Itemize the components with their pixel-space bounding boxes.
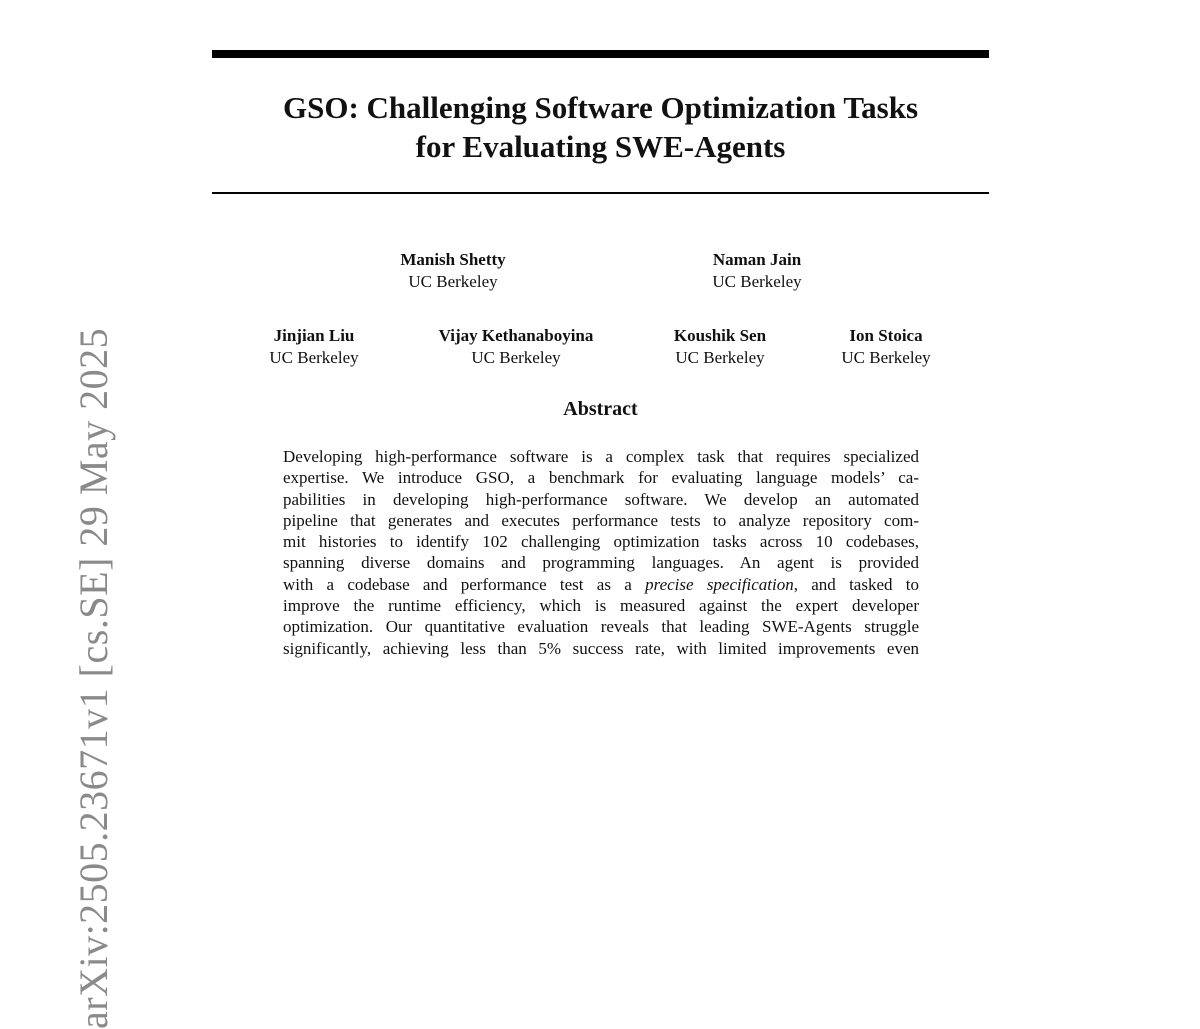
author-koushik-sen bbox=[674, 325, 766, 369]
abstract-line: spanning diverse domains and programming languages. An agent is provided bbox=[283, 553, 919, 573]
author-ion-stoica bbox=[841, 325, 930, 369]
author-affiliation: UC Berkeley bbox=[841, 348, 931, 367]
abstract-body bbox=[283, 446, 919, 659]
author-affiliation: UC Berkeley bbox=[408, 272, 498, 291]
abstract-line: Developing high-performance software is a complex task that requires specialized bbox=[283, 447, 919, 466]
abstract-line-part: , and tasked to bbox=[793, 574, 919, 594]
abstract-line-with-emphasis bbox=[283, 574, 919, 595]
author-name: Ion Stoica bbox=[849, 326, 923, 345]
arxiv-stamp bbox=[20, 300, 116, 1029]
abstract-line: optimization. Our quantitative evaluation reveals that leading SWE-Agents struggle bbox=[283, 617, 919, 637]
author-name: Vijay Kethanaboyina bbox=[438, 326, 594, 345]
title-line-1: GSO: Challenging Software Optimization Tasks bbox=[282, 90, 919, 125]
author-affiliation: UC Berkeley bbox=[675, 348, 765, 367]
title-line-2: for Evaluating SWE-Agents bbox=[415, 129, 786, 164]
abstract-line: pabilities in developing high-performance software. We develop an automated bbox=[283, 489, 919, 509]
author-name: Koushik Sen bbox=[673, 326, 767, 345]
arxiv-identifier: arXiv:2505.23671v1 [cs.SE] 29 May 2025 bbox=[71, 327, 116, 1029]
author-affiliation: UC Berkeley bbox=[269, 348, 359, 367]
author-vijay-kethanaboyina bbox=[439, 325, 594, 369]
author-name: Naman Jain bbox=[712, 250, 802, 269]
abstract-heading: Abstract bbox=[563, 398, 638, 420]
abstract-line: improve the runtime efficiency, which is measured against the expert developer bbox=[283, 596, 919, 616]
abstract-line-part: with a codebase and performance test as a bbox=[283, 574, 646, 594]
author-manish-shetty bbox=[400, 249, 505, 293]
author-affiliation: UC Berkeley bbox=[471, 348, 561, 367]
author-naman-jain bbox=[712, 249, 801, 293]
title-top-rule bbox=[212, 50, 989, 58]
author-affiliation: UC Berkeley bbox=[712, 272, 802, 291]
abstract-line: pipeline that generates and executes performance tests to analyze repository com- bbox=[283, 510, 919, 530]
author-name: Jinjian Liu bbox=[273, 326, 355, 345]
abstract-line: significantly, achieving less than 5% success rate, with limited improvements even bbox=[283, 638, 919, 658]
abstract-emphasis: precise specification bbox=[645, 574, 794, 594]
abstract-line: expertise. We introduce GSO, a benchmark for evaluating language models’ ca- bbox=[283, 468, 919, 488]
paper-title bbox=[212, 88, 989, 166]
title-bottom-rule bbox=[212, 192, 989, 194]
abstract-line: mit histories to identify 102 challenging optimization tasks across 10 codebases, bbox=[283, 532, 919, 552]
author-name: Manish Shetty bbox=[400, 250, 506, 269]
author-jinjian-liu bbox=[269, 325, 358, 369]
